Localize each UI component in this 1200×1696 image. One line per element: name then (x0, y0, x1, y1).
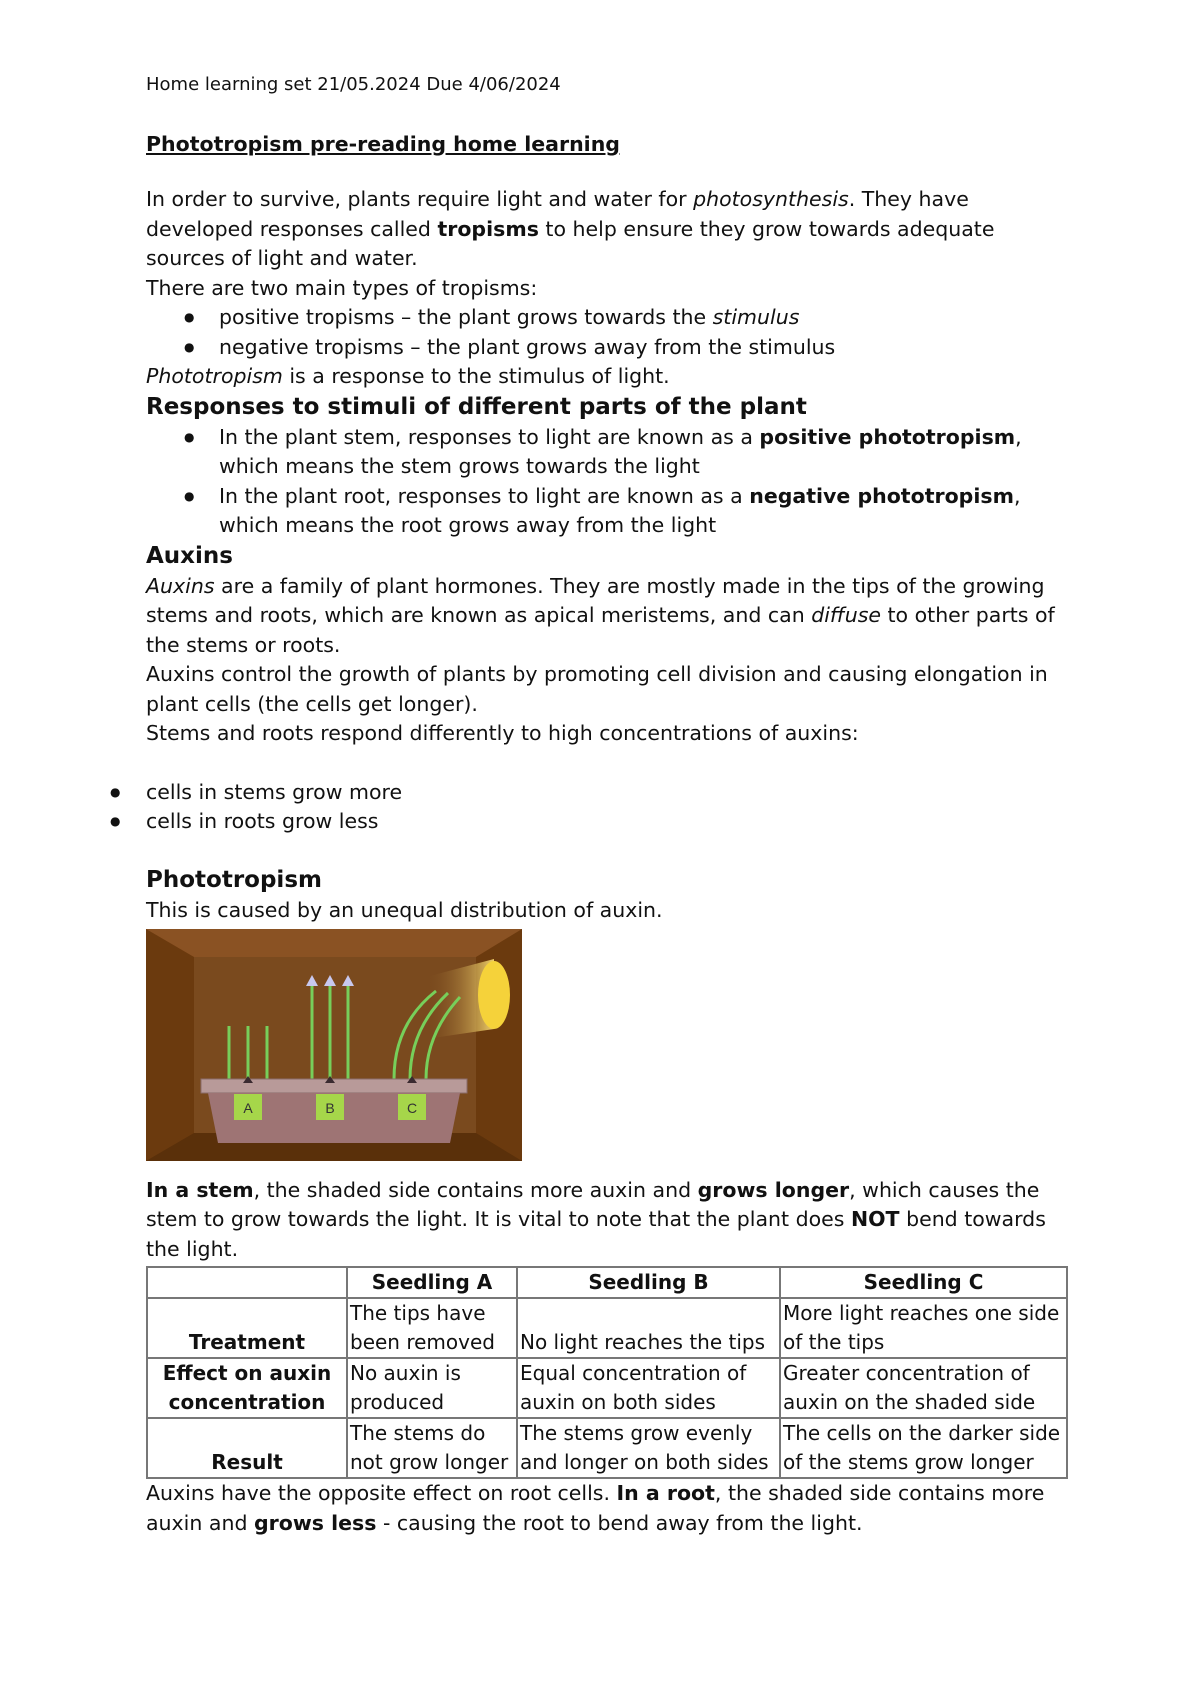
tropism-types-intro: There are two main types of tropisms: (146, 275, 538, 300)
seedling-a-label: A (243, 1100, 253, 1116)
table-row-header: Effect on auxin concentration (147, 1358, 347, 1418)
table-cell: Greater concentration of auxin on the shaded side (780, 1358, 1067, 1418)
list-item: ● positive tropisms – the plant grows towards the stimulus (146, 303, 1066, 333)
document-title: Phototropism pre-reading home learning (146, 131, 620, 156)
table-cell: The stems grow evenly and longer on both sides (517, 1418, 780, 1478)
box-top (146, 929, 522, 957)
table-header-cell (147, 1267, 347, 1298)
list-item: ● In the plant stem, responses to light are known as a positive phototropism, which means the stem grows towards the light (146, 423, 1066, 482)
table-row (147, 1418, 1067, 1478)
responses-list (146, 423, 1066, 541)
table-cell: No light reaches the tips (517, 1298, 780, 1358)
phototropism-caption: This is caused by an unequal distribution of auxin. (146, 897, 663, 922)
phototropism-diagram (146, 929, 522, 1161)
seedling-b-label: B (325, 1100, 335, 1116)
table-header-cell: Seedling C (780, 1267, 1067, 1298)
header-line: Home learning set 21/05.2024 Due 4/06/2024 (146, 74, 561, 95)
list-item: ● cells in stems grow more (146, 778, 1066, 808)
table-cell: No auxin is produced (347, 1358, 517, 1418)
table-cell: The stems do not grow longer (347, 1418, 517, 1478)
list-item: ● In the plant root, responses to light are known as a negative phototropism, which means the root grows away from the light (146, 482, 1066, 541)
auxin-effects-list (146, 778, 1066, 837)
table-row-header: Treatment (147, 1298, 347, 1358)
stem-explanation: In a stem, the shaded side contains more auxin and grows longer, which causes the stem to grow towards the light. It is vital to note that the plant does NOT bend towards the light. (146, 1177, 1046, 1261)
auxins-paragraph: Auxins are a family of plant hormones. They are mostly made in the tips of the growing stems and roots, which are known as apical meristems, and can diffuse to other parts of the stems or roots. (146, 573, 1055, 657)
table-row (147, 1358, 1067, 1418)
table-header-cell: Seedling B (517, 1267, 780, 1298)
light-source-icon (478, 961, 510, 1029)
phototropism-heading: Phototropism (146, 866, 322, 893)
root-explanation: Auxins have the opposite effect on root cells. In a root, the shaded side contains more auxin and grows less - causing the root to bend away from the light. (146, 1481, 1045, 1535)
table-row-header: Result (147, 1418, 347, 1478)
table-header-cell: Seedling A (347, 1267, 517, 1298)
table-cell: More light reaches one side of the tips (780, 1298, 1067, 1358)
seedling-results-table (146, 1266, 1068, 1479)
responses-heading: Responses to stimuli of different parts of the plant (146, 393, 807, 420)
document-page (146, 70, 1066, 1538)
auxins-growth-paragraph: Auxins control the growth of plants by promoting cell division and causing elongation in plant cells (the cells get longer). (146, 662, 1048, 716)
tropism-types-list (146, 303, 1066, 362)
table-row (147, 1298, 1067, 1358)
auxins-heading: Auxins (146, 542, 233, 569)
auxins-response-paragraph: Stems and roots respond differently to high concentrations of auxins: (146, 721, 859, 745)
pot-rim (201, 1079, 467, 1093)
spacer (146, 749, 1066, 778)
list-item: ● negative tropisms – the plant grows away from the stimulus (146, 333, 1066, 363)
phototropism-definition: Phototropism is a response to the stimulus of light. (146, 364, 670, 388)
spacer (146, 837, 1066, 865)
list-item: ● cells in roots grow less (146, 807, 1066, 837)
table-cell: The tips have been removed (347, 1298, 517, 1358)
table-cell: The cells on the darker side of the stems grow longer (780, 1418, 1067, 1478)
table-header-row (147, 1267, 1067, 1298)
table-cell: Equal concentration of auxin on both sides (517, 1358, 780, 1418)
seedling-c-label: C (406, 1100, 418, 1116)
intro-paragraph: In order to survive, plants require light and water for photosynthesis. They have developed responses called tropisms to help ensure they grow towards adequate sources of light and water. (146, 187, 995, 270)
